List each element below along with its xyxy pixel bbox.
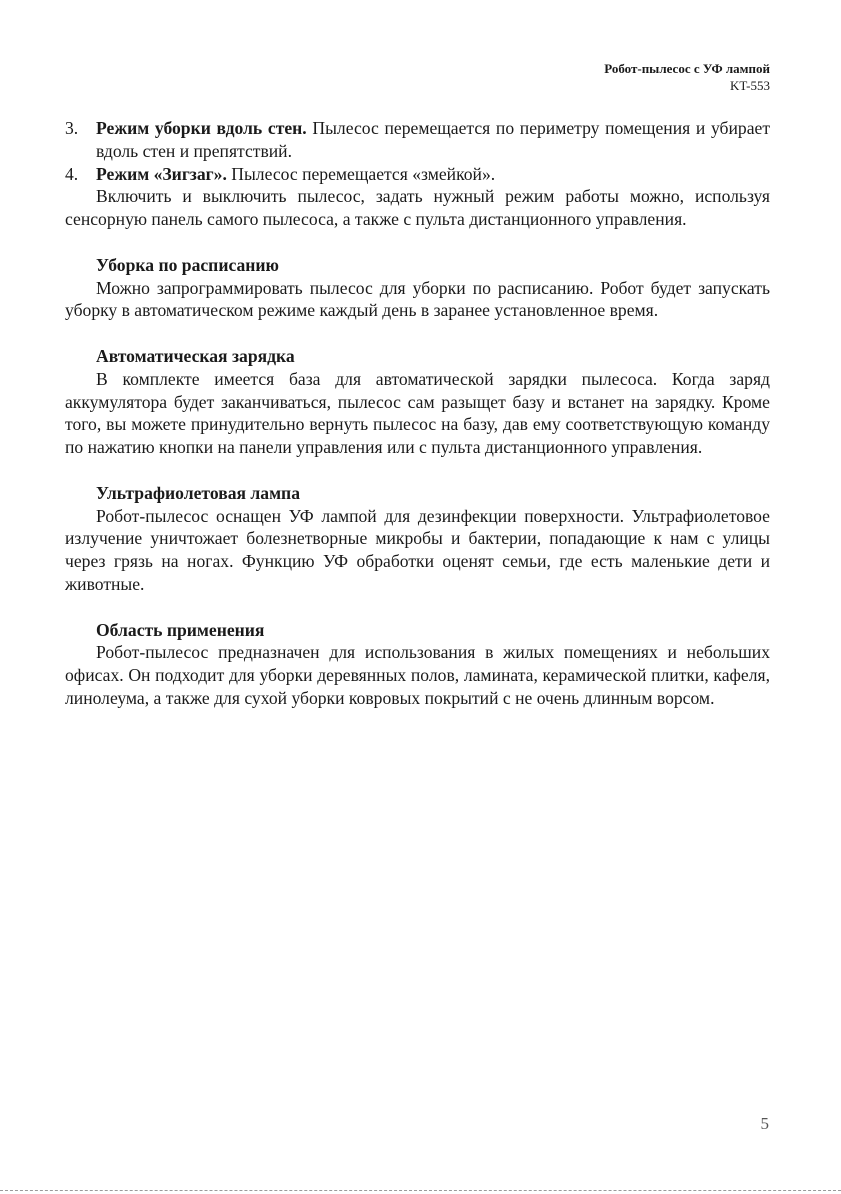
section-auto-charging <box>65 345 770 459</box>
section-text: Можно запрограммировать пылесос для уборки по расписанию. Робот будет запускать уборку в автоматическом режиме каждый день в заранее установленное время. <box>65 277 770 321</box>
section-heading: Область применения <box>96 619 265 640</box>
section-text: В комплекте имеется база для автоматической зарядки пылесоса. Когда заряд аккумулятора будет заканчиваться, пылесос сам разыщет базу и встанет на зарядку. Кроме того, вы можете принудительно вернуть пылесос на базу, дав ему соответствующую команду по нажатию кнопки на панели управления или с пульта дистанционного управления. <box>65 368 770 458</box>
section-heading: Уборка по расписанию <box>96 254 279 275</box>
header-model-number: KT-553 <box>730 78 770 93</box>
list-item-term: Режим уборки вдоль стен. <box>96 118 307 138</box>
section-text: Робот-пылесос оснащен УФ лампой для дезинфекции поверхности. Ультрафиолетовое излучение уничтожает болезнетворные микробы и бактерии, попадающие к нам с улицы через грязь на ногах. Функцию УФ обработки оценят семьи, где есть маленькие дети и животные. <box>65 505 770 594</box>
list-item-term: Режим «Зигзаг». <box>96 163 227 184</box>
list-item-text: Пылесос перемещается «змейкой». <box>231 163 496 184</box>
running-header <box>604 60 770 94</box>
list-item-wall-mode <box>65 117 770 163</box>
list-item-text: Пылесос перемещается по периметру помещения и убирает вдоль стен и препятствий. <box>96 118 771 161</box>
section-uv-lamp <box>65 482 770 596</box>
list-item-zigzag-mode <box>65 163 770 186</box>
section-heading: Ультрафиолетовая лампа <box>96 482 300 503</box>
header-product-title: Робот-пылесос с УФ лампой <box>604 61 770 76</box>
section-text: Робот-пылесос предназначен для использования в жилых помещениях и небольших офисах. Он подходит для уборки деревянных полов, ламината, керамической плитки, кафеля, линолеума, а также для сухой уборки ковровых покрытий с не очень длинным ворсом. <box>65 642 770 708</box>
page-bottom-edge <box>0 1190 841 1191</box>
list-item-number: 3. <box>65 118 79 138</box>
page-number: 5 <box>760 1114 769 1133</box>
intro-paragraph: Включить и выключить пылесос, задать нужный режим работы можно, используя сенсорную панель самого пылесоса, а также с пульта дистанционного управления. <box>65 186 770 230</box>
page-body <box>65 117 770 710</box>
section-application-area <box>65 619 770 710</box>
section-schedule <box>65 254 770 322</box>
list-item-number: 4. <box>65 163 79 184</box>
section-heading: Автоматическая зарядка <box>96 345 295 366</box>
